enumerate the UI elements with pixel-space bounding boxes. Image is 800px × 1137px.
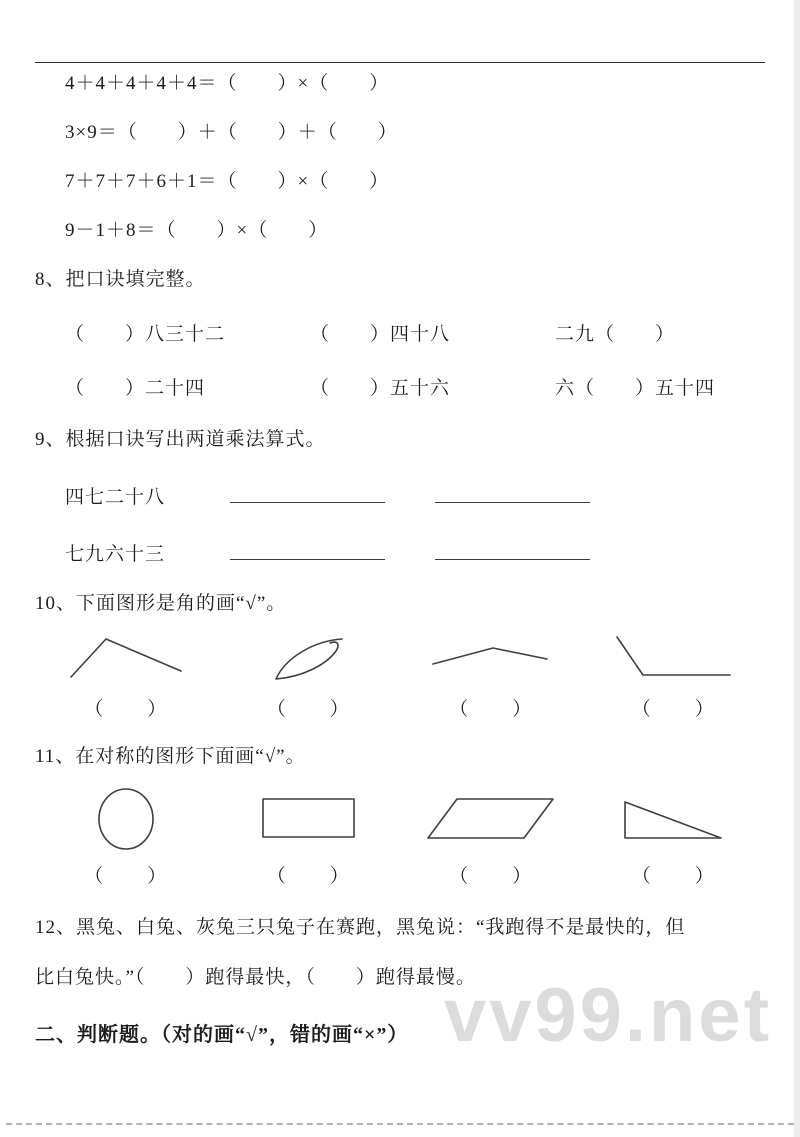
question-10-answers: [35, 694, 765, 721]
mnemonic-text: 七九六十三: [65, 544, 166, 565]
shape-cell: [583, 626, 766, 688]
question-9-item: [35, 539, 765, 566]
question-9-item: [35, 482, 765, 509]
shape-cell: [400, 626, 583, 688]
rectangle-icon: [262, 798, 356, 840]
mnemonic-blank: （ ）四十八: [310, 324, 451, 345]
equation-line: 9－1＋8＝（ ）×（ ）: [65, 220, 329, 241]
question-9-title: 9、根据口诀写出两道乘法算式。: [35, 429, 326, 450]
question-12-line-2: 比白兔快。”（ ）跑得最快，（ ）跑得最慢。: [35, 967, 476, 988]
mnemonic-blank: 六（ ）五十四: [555, 378, 716, 399]
answer-parentheses: （ ）: [631, 866, 716, 887]
answer-parentheses: （ ）: [449, 866, 534, 887]
top-rule: [35, 62, 765, 63]
shape-cell: [35, 783, 218, 855]
mnemonic-blank: 二九（ ）: [555, 324, 676, 345]
equation-line: 3×9＝（ ）＋（ ）＋（ ）: [65, 122, 398, 143]
answer-parentheses: （ ）: [84, 866, 169, 887]
question-8-title: 8、把口诀填完整。: [35, 269, 206, 290]
angle-with-horizontal-arm-icon: [614, 633, 734, 681]
mnemonic-blank: （ ）八三十二: [65, 324, 226, 345]
bottom-dashed-rule: [6, 1123, 794, 1125]
answer-parentheses: （ ）: [84, 699, 169, 720]
mnemonic-text: 四七二十八: [65, 487, 166, 508]
shape-cell: [400, 783, 583, 855]
answer-blank-line: [230, 541, 385, 560]
right-triangle-icon: [624, 798, 724, 840]
curved-hook-icon: [268, 631, 350, 683]
watermark: vv99.net: [443, 973, 772, 1058]
question-10-title: 10、下面图形是角的画“√”。: [35, 593, 287, 614]
question-10-shapes: [35, 626, 765, 688]
mnemonic-blank: （ ）二十四: [65, 378, 206, 399]
question-8-row-2: [35, 373, 765, 400]
question-8-row-1: [35, 319, 765, 346]
answer-parentheses: （ ）: [631, 699, 716, 720]
shape-cell: [218, 626, 401, 688]
section-2-title: 二、判断题。（对的画“√”，错的画“×”）: [35, 1024, 409, 1046]
answer-parentheses: （ ）: [449, 699, 534, 720]
parallelogram-icon: [427, 798, 555, 840]
answer-blank-line: [435, 541, 590, 560]
answer-blank-line: [230, 484, 385, 503]
answer-parentheses: （ ）: [266, 866, 351, 887]
equation-line: 4＋4＋4＋4＋4＝（ ）×（ ）: [65, 73, 390, 94]
worksheet-content: [35, 72, 765, 1047]
question-12-line-1: 12、黑兔、白兔、灰兔三只兔子在赛跑，黑兔说：“我跑得不是最快的，但: [35, 917, 686, 938]
question-11-shapes: [35, 783, 765, 855]
answer-blank-line: [435, 484, 590, 503]
page-edge-shading: [794, 0, 800, 1137]
question-11-answers: [35, 861, 765, 888]
answer-parentheses: （ ）: [266, 699, 351, 720]
shape-cell: [218, 783, 401, 855]
ellipse-icon: [96, 786, 156, 852]
obtuse-angle-icon: [66, 631, 186, 683]
shallow-angle-icon: [431, 642, 551, 672]
shape-cell: [583, 783, 766, 855]
equation-line: 7＋7＋7＋6＋1＝（ ）×（ ）: [65, 171, 390, 192]
question-11-title: 11、在对称的图形下面画“√”。: [35, 746, 306, 767]
mnemonic-blank: （ ）五十六: [310, 378, 451, 399]
shape-cell: [35, 626, 218, 688]
